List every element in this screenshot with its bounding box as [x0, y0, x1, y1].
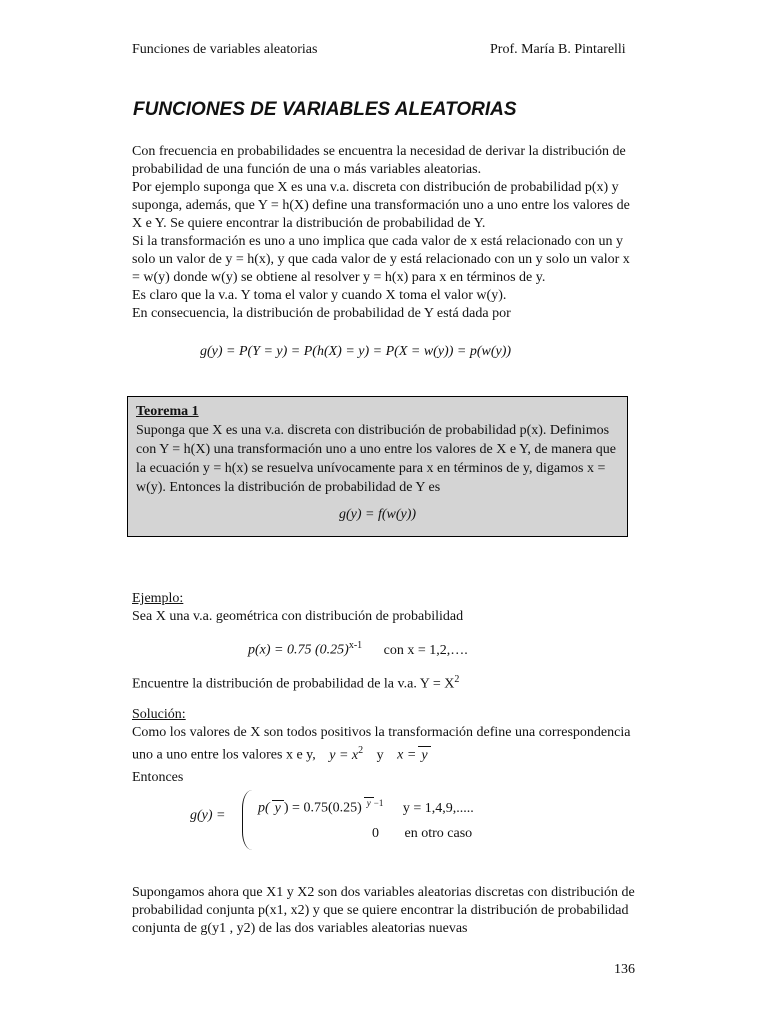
- theorem-body: Suponga que X es una v.a. discreta con distribución de probabilidad p(x). Definimos con Y = h(X) una transformación uno a uno entre los valores de X e Y, de manera que la ecuación y = h(x) se resuelva unívocamente para x en términos de y, digamos x = w(y). Entonces la distribución de probabilidad de Y es: [136, 423, 616, 495]
- intro-paragraph-4: Es claro que la v.a. Y toma el valor y cuando X toma el valor w(y).: [132, 288, 507, 303]
- solution-heading: Solución:: [132, 707, 186, 722]
- piecewise-case-2: 0 en otro caso: [372, 826, 473, 841]
- solution-line-1: Como los valores de X son todos positivos la transformación define una correspondencia uno a uno entre los valores x e y, $y = x^2$ y x = y: [132, 725, 631, 763]
- page-title: FUNCIONES DE VARIABLES ALEATORIAS: [133, 99, 517, 120]
- example-line-1: Sea X una v.a. geométrica con distribución de probabilidad: [132, 609, 464, 624]
- intro-paragraph-1: Con frecuencia en probabilidades se encuentra la necesidad de derivar la distribución de probabilidad de una función de una o más variables aleatorias.: [132, 144, 626, 177]
- example-heading: Ejemplo:: [132, 591, 184, 606]
- closing-paragraph: Supongamos ahora que X1 y X2 son dos variables aleatorias discretas con distribución de probabilidad conjunta p(x1, x2) y que se quiere encontrar la distribución de probabilidad conjunta de g(y1 , y2) de las dos variables aleatorias nuevas: [132, 885, 635, 936]
- example-section: [132, 590, 463, 626]
- piecewise-brace: [242, 790, 255, 850]
- theorem-box: [127, 396, 628, 537]
- g-label: g(y) =: [190, 808, 226, 823]
- intro-section: [132, 143, 637, 323]
- piecewise-case-1: p( y ) = 0.75(0.25) $^{y -1}$ y = 1,4,9,.....: [258, 798, 474, 816]
- solution-then: Entonces: [132, 769, 184, 785]
- solution-section: [132, 706, 637, 787]
- header-right: Prof. María B. Pintarelli: [490, 42, 626, 57]
- example-formula: p(x) = 0.75 $(0.25)^{x-1}$ con x = 1,2,….: [248, 640, 468, 658]
- page-number: 136: [614, 962, 635, 977]
- example-question: Encuentre la distribución de probabilidad de la v.a. $Y = X^2$: [132, 674, 460, 692]
- theorem-heading: Teorema 1: [136, 404, 199, 419]
- intro-paragraph-5: En consecuencia, la distribución de probabilidad de Y está dada por: [132, 306, 511, 321]
- intro-paragraph-3: Si la transformación es uno a uno implica que cada valor de x está relacionado con un y solo un valor de y = h(x), y que cada valor de y está relacionado con un y solo un valor x = w(y) donde w(y) se obtiene al resolver y = h(x) para x en términos de y.: [132, 234, 630, 285]
- header-left: Funciones de variables aleatorias: [132, 42, 318, 57]
- theorem-formula: g(y) = f(w(y)): [338, 507, 417, 522]
- intro-paragraph-2: Por ejemplo suponga que X es una v.a. discreta con distribución de probabilidad p(x) y suponga, además, que Y = h(X) define una transformación uno a uno entre los valores de X e Y. Se quiere encontrar la distribución de probabilidad de Y.: [132, 180, 630, 231]
- intro-formula: g(y) = P(Y = y) = P(h(X) = y) = P(X = w(y)) = p(w(y)): [200, 344, 512, 359]
